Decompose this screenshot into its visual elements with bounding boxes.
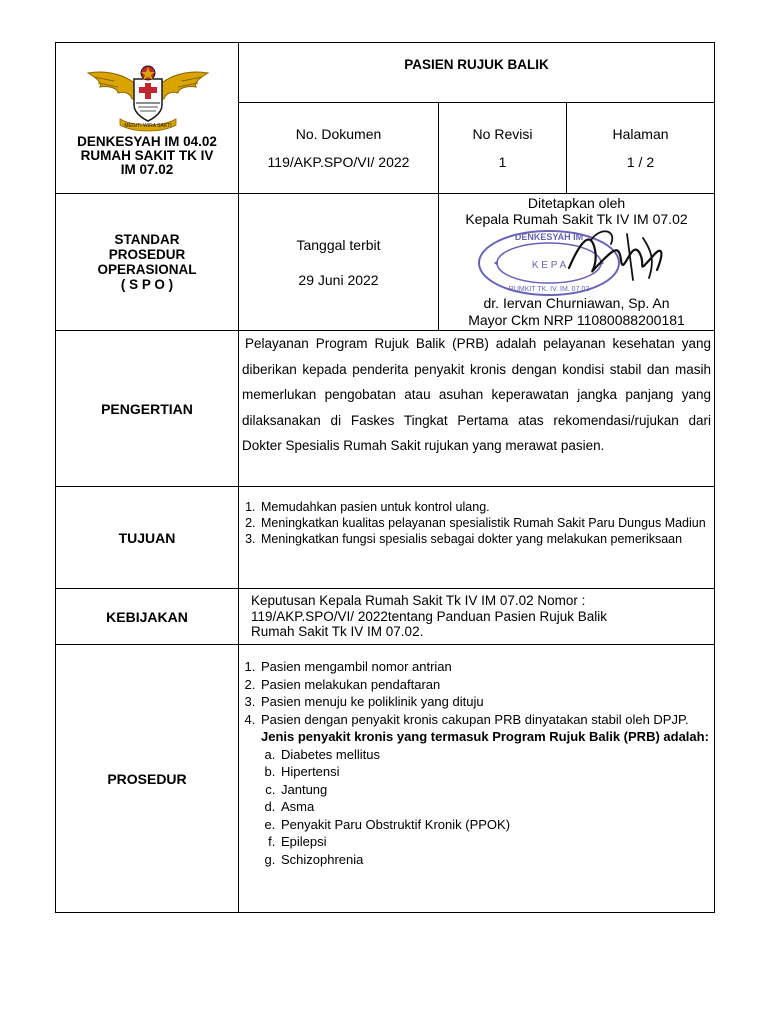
prosedur-list: [239, 658, 714, 868]
spo-document: [55, 42, 714, 913]
tujuan-cell: [239, 487, 715, 589]
signer-name: dr. Iervan Churniawan, Sp. An: [483, 295, 670, 311]
kebijakan-line3: Rumah Sakit Tk IV IM 07.02.: [251, 624, 424, 639]
prosedur-item-4-text: 4. Pasien dengan penyakit kronis cakupan PRB dinyatakan stabil oleh DPJP.: [261, 711, 689, 727]
spo-line3: OPERASIONAL: [97, 262, 197, 277]
disease-item: e. Penyakit Paru Obstruktif Kronik (PPOK): [279, 816, 713, 834]
org-name-line1: DENKESYAH IM 04.02: [77, 134, 217, 149]
spo-label-cell: [56, 194, 239, 331]
kebijakan-label: KEBIJAKAN: [56, 589, 239, 645]
halaman-cell: [567, 103, 715, 194]
list-item: 3. Meningkatkan fungsi spesialis sebagai dokter yang melakukan pemeriksaan: [259, 531, 713, 547]
list-item: 1. Memudahkan pasien untuk kontrol ulang.: [259, 499, 713, 515]
org-name-line3: IM 07.02: [120, 162, 174, 177]
disease-list: [261, 746, 713, 869]
signature-icon: [561, 220, 671, 290]
list-item: 3. Pasien menuju ke poliklinik yang dituju: [259, 693, 713, 711]
halaman-label: Halaman: [612, 126, 669, 142]
tanggal-terbit-value: 29 Juni 2022: [298, 271, 379, 288]
list-item: 1. Pasien mengambil nomor antrian: [259, 658, 713, 676]
tujuan-list: [239, 499, 714, 547]
spo-line1: STANDAR: [114, 232, 180, 247]
svg-text:K E P A: K E P A: [531, 260, 567, 271]
logo-area: [56, 43, 238, 135]
kebijakan-line1: Keputusan Kepala Rumah Sakit Tk IV IM 07.02 Nomor :: [251, 593, 586, 608]
document-title: PASIEN RUJUK BALIK: [239, 43, 715, 103]
disease-item: g. Schizophrenia: [279, 851, 713, 869]
tanggal-terbit-label: Tanggal terbit: [296, 236, 381, 253]
hospital-emblem-icon: [84, 57, 212, 133]
signer-rank: Mayor Ckm NRP 11080088200181: [468, 312, 685, 328]
pengertian-cell: [239, 331, 715, 487]
disease-item: d. Asma: [279, 798, 713, 816]
pengertian-label: PENGERTIAN: [56, 331, 239, 487]
spo-line4: ( S P O ): [120, 277, 174, 292]
disease-item: b. Hipertensi: [279, 763, 713, 781]
disease-item: c. Jantung: [279, 781, 713, 799]
tanggal-terbit-cell: [239, 194, 439, 331]
no-dokumen-label: No. Dokumen: [295, 126, 382, 142]
pengertian-text: Pelayanan Program Rujuk Balik (PRB) adalah pelayanan kesehatan yang diberikan kepada penderita penyakit kronis dengan kondisi stabil dan masih memerlukan pengobatan atau asuhan keperawatan jangka panjang yang dilaksanakan di Faskes Tingkat Pertama atas rekomendasi/rujukan dari Dokter Spesialis Rumah Sakit rujukan yang merawat pasien.: [242, 336, 712, 453]
list-item: [259, 711, 713, 869]
no-dokumen-value: 119/AKP.SPO/VI/ 2022: [267, 154, 410, 170]
prosedur-cell: [239, 645, 715, 913]
no-dokumen-cell: [239, 103, 439, 194]
list-item: 2. Meningkatkan kualitas pelayanan spesialistik Rumah Sakit Paru Dungus Madiun: [259, 515, 713, 531]
halaman-value: 1 / 2: [626, 154, 655, 170]
disease-item: a. Diabetes mellitus: [279, 746, 713, 764]
spo-line2: PROSEDUR: [108, 247, 186, 262]
kebijakan-cell: [239, 589, 715, 645]
logo-motto: MEGITI WIRA SAKTI: [124, 123, 172, 129]
no-revisi-cell: [439, 103, 567, 194]
approval-cell: [439, 194, 715, 331]
org-name-line2: RUMAH SAKIT TK IV: [80, 148, 214, 163]
ditetapkan-label: Ditetapkan oleh: [527, 195, 626, 211]
prosedur-label: PROSEDUR: [56, 645, 239, 913]
kebijakan-line2: 119/AKP.SPO/VI/ 2022tentang Panduan Pasien Rujuk Balik: [251, 608, 607, 624]
no-revisi-value: 1: [498, 154, 507, 170]
no-revisi-label: No Revisi: [472, 126, 533, 142]
kepala-label: Kepala Rumah Sakit Tk IV IM 07.02: [465, 211, 688, 227]
jenis-penyakit-heading: Jenis penyakit kronis yang termasuk Program Rujuk Balik (PRB) adalah:: [261, 729, 709, 744]
svg-text:DENKESYAH IM: DENKESYAH IM: [514, 232, 584, 242]
svg-text:RUMKIT TK. IV. IM. 07.02: RUMKIT TK. IV. IM. 07.02: [508, 286, 590, 293]
list-item: 2. Pasien melakukan pendaftaran: [259, 676, 713, 694]
header-org-cell: [56, 43, 239, 194]
tujuan-label: TUJUAN: [56, 487, 239, 589]
spo-table: [55, 42, 715, 913]
disease-item: f. Epilepsi: [279, 833, 713, 851]
